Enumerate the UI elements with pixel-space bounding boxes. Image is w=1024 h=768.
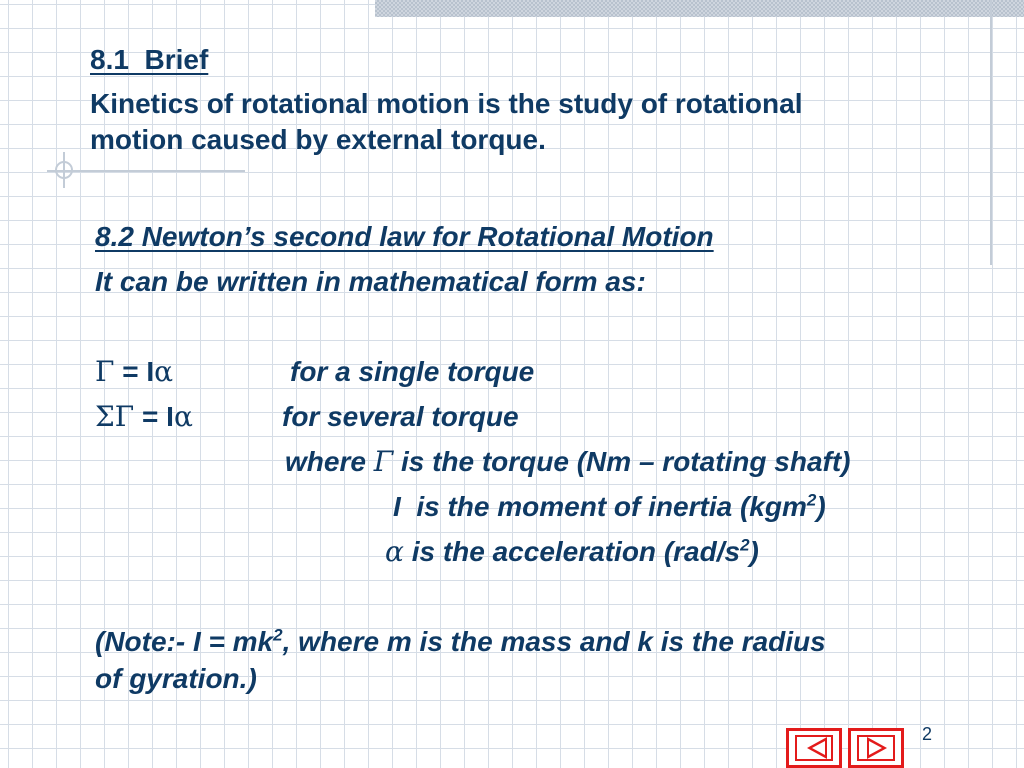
gamma-symbol: Γ	[373, 445, 394, 478]
note-line-1	[95, 624, 826, 660]
i-desc: is the moment of inertia (kgm	[416, 491, 807, 522]
intro-line-1: Kinetics of rotational motion is the study of rotational	[90, 88, 803, 119]
section2-subtitle: It can be written in mathematical form as:	[95, 266, 646, 297]
previous-slide-icon	[795, 735, 833, 761]
equation-several-torque	[95, 399, 193, 435]
equals-i: = I	[114, 356, 155, 387]
where-alpha-line	[385, 534, 759, 570]
top-decorative-band	[375, 0, 1024, 17]
i-superscript: 2	[806, 490, 817, 510]
note-part-a: (Note:- I = mk	[95, 626, 274, 657]
sigma-gamma-symbol: ΣΓ	[95, 400, 135, 433]
next-slide-icon	[857, 735, 895, 761]
note-line-2: of gyration.)	[95, 663, 257, 694]
alpha-superscript: 2	[740, 535, 750, 555]
next-slide-button[interactable]	[848, 728, 904, 768]
page-number: 2	[922, 724, 933, 744]
gamma-desc: is the torque (Nm – rotating shaft)	[400, 446, 851, 477]
alpha-symbol: α	[154, 355, 174, 388]
crosshair-vertical	[63, 152, 65, 188]
section-heading	[90, 42, 208, 78]
note-superscript: 2	[273, 625, 283, 645]
where-gamma-line	[285, 444, 851, 480]
where-word: where	[285, 446, 366, 477]
where-i-line	[393, 489, 826, 525]
section-number: 8.1	[90, 44, 129, 75]
section-title: Brief	[144, 44, 209, 75]
previous-slide-button[interactable]	[786, 728, 842, 768]
alpha-symbol: α	[385, 535, 404, 568]
intro-line-2: motion caused by external torque.	[90, 124, 546, 155]
equals-i: = I	[134, 401, 174, 432]
i-close: )	[816, 491, 826, 522]
several-torque-desc: for several torque	[282, 401, 519, 432]
single-torque-desc: for a single torque	[290, 356, 535, 387]
alpha-desc: is the acceleration (rad/s	[411, 536, 741, 567]
gamma-symbol: Γ	[95, 355, 115, 388]
note-part-b: , where m is the mass and k is the radius	[282, 626, 826, 657]
equation-single-torque	[95, 354, 173, 390]
vertical-rule	[990, 0, 992, 265]
section2-title: 8.2 Newton’s second law for Rotational Motion	[95, 221, 714, 252]
alpha-symbol: α	[173, 400, 193, 433]
i-symbol: I	[393, 491, 401, 522]
horizontal-rule	[47, 170, 245, 172]
alpha-close: )	[749, 536, 759, 567]
